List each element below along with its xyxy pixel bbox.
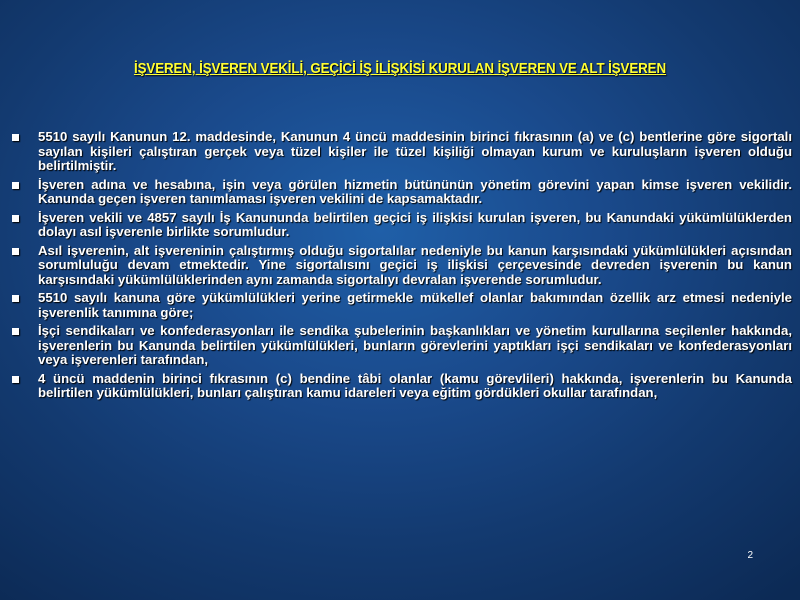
bullet-text: İşveren vekili ve 4857 sayılı İş Kanununda belirtilen geçici iş ilişkisi kurulan işveren, bu Kanundaki yükümlülüklerden dolayı asıl işverenle birlikte sorumludur. [38, 209, 792, 239]
bullet-text: 5510 sayılı kanuna göre yükümlülükleri yerine getirmekle mükellef olanlar bakımından özellik arz etmesi nedeniyle işverenlik tanımına göre; [38, 290, 792, 320]
square-bullet-icon [12, 182, 19, 189]
page-number: 2 [747, 550, 753, 561]
square-bullet-icon [12, 376, 19, 383]
slide-title: İŞVEREN, İŞVEREN VEKİLİ, GEÇİCİ İŞ İLİŞKİSİ KURULAN İŞVEREN VE ALT İŞVEREN [133, 61, 667, 77]
bullet-item [12, 291, 792, 320]
bullet-item [12, 372, 792, 401]
bullet-text: 5510 sayılı Kanunun 12. maddesinde, Kanunun 4 üncü maddesinin birinci fıkrasının (a) ve (c) bentlerine göre sigortalı sayılan kişileri çalıştıran gerçek veya tüzel kişiler ile tüzel kişiliği olmayan kurum ve kuruluşların işveren olduğu belirtilmiştir. [38, 129, 792, 173]
square-bullet-icon [12, 215, 19, 222]
bullet-item [12, 211, 792, 240]
bullet-text: Asıl işverenin, alt işvereninin çalıştırmış olduğu sigortalılar nedeniyle bu kanun karşısındaki yükümlülükleri açısından sorumluluğu devam etmektedir. Yine sigortalısını geçici iş ilişkisi çerçevesinde devreden işverenin bu kanun karşısındaki yükümlülüklerinden aynı zamanda sigortalıyı devralan işverende sorumludur. [38, 242, 792, 287]
bullet-list [12, 130, 792, 405]
bullet-text: İşveren adına ve hesabına, işin veya görülen hizmetin bütününün yönetim görevini yapan kimse işveren vekilidir. Kanunda geçen işveren tanımlaması işveren vekilini de kapsamaktadır. [38, 176, 792, 206]
square-bullet-icon [12, 295, 19, 302]
bullet-text: 4 üncü maddenin birinci fıkrasının (c) bendine tâbi olanlar (kamu görevlileri) hakkında, işverenlerin bu Kanunda belirtilen yükümlülükleri, bunları çalıştıran kamu idareleri veya eğitim gördükleri okullar tarafından, [38, 370, 792, 400]
bullet-text: İşçi sendikaları ve konfederasyonları ile sendika şubelerinin başkanlıkları ve yönetim kurullarına seçilenler hakkında, işverenlerin bu Kanunda belirtilen yükümlülükleri, bunların görevlerini yaptıkları işçi sendikaları ve konfederasyonları veya işverenleri tarafından, [38, 323, 792, 367]
bullet-item [12, 130, 792, 174]
bullet-item [12, 244, 792, 288]
square-bullet-icon [12, 328, 19, 335]
square-bullet-icon [12, 134, 19, 141]
bullet-item [12, 178, 792, 207]
bullet-item [12, 324, 792, 368]
square-bullet-icon [12, 248, 19, 255]
